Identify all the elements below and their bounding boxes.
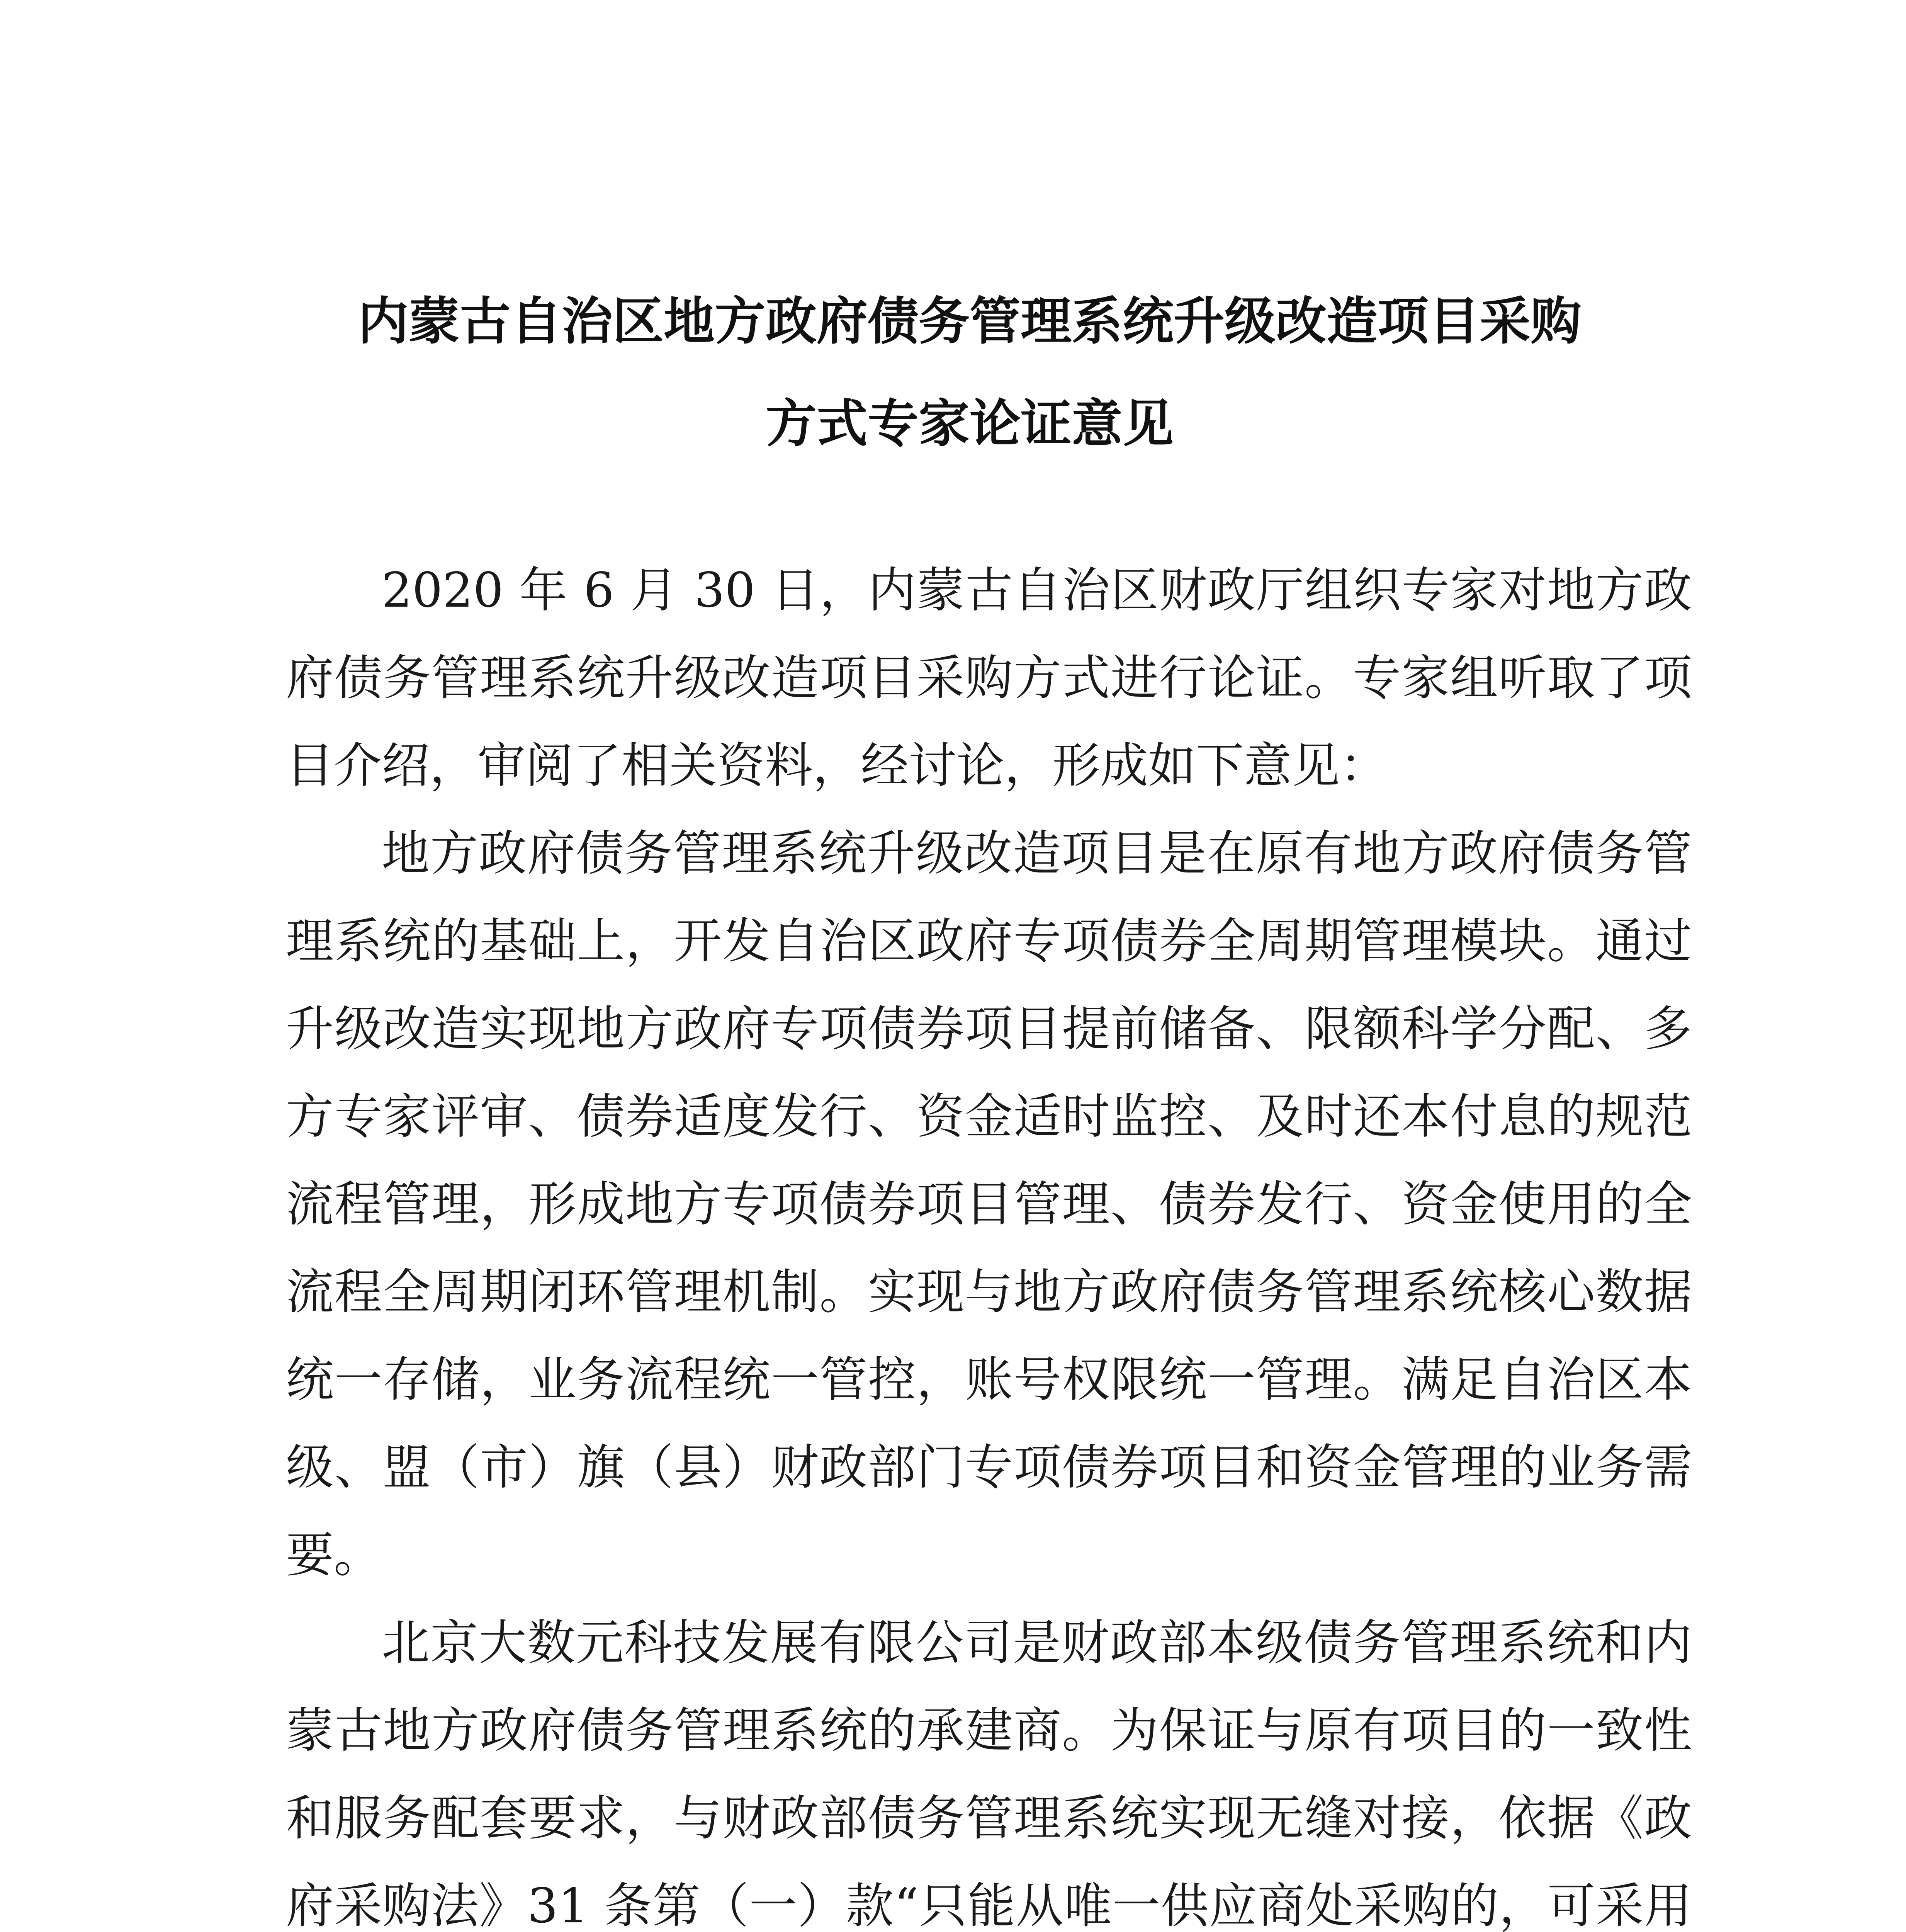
title-line-2: 方式专家论证意见 [766, 394, 1174, 454]
paragraph-expert-opinion: 北京大数元科技发展有限公司是财政部本级债务管理系统和内蒙古地方政府债务管理系统的承建商。为保证与原有项目的一致性和服务配套要求，与财政部债务管理系统实现无缝对接，依据《政府采购法》31 条第（一）款“只能从唯一供应商处采购的，可采用 [286, 1615, 1692, 1932]
document-body [286, 547, 1692, 1932]
title-line-1: 内蒙古自治区地方政府债务管理系统升级改造项目采购 [358, 292, 1582, 351]
paragraph-project-description: 地方政府债务管理系统升级改造项目是在原有地方政府债务管理系统的基础上，开发自治区政府专项债券全周期管理模块。通过升级改造实现地方政府专项债券项目提前储备、限额科学分配、多方专家评审、债券适度发行、资金适时监控、及时还本付息的规范流程管理，形成地方专项债券项目管理、债券发行、资金使用的全流程全周期闭环管理机制。实现与地方政府债务管理系统核心数据统一存储，业务流程统一管控，账号权限统一管理。满足自治区本级、盟（市）旗（县）财政部门专项债券项目和资金管理的业务需要。 [286, 826, 1692, 1583]
document-title [247, 270, 1692, 475]
paragraph-intro: 2020 年 6 月 30 日，内蒙古自治区财政厅组织专家对地方政府债务管理系统升级改造项目采购方式进行论证。专家组听取了项目介绍，审阅了相关资料，经讨论，形成如下意见： [286, 563, 1692, 794]
